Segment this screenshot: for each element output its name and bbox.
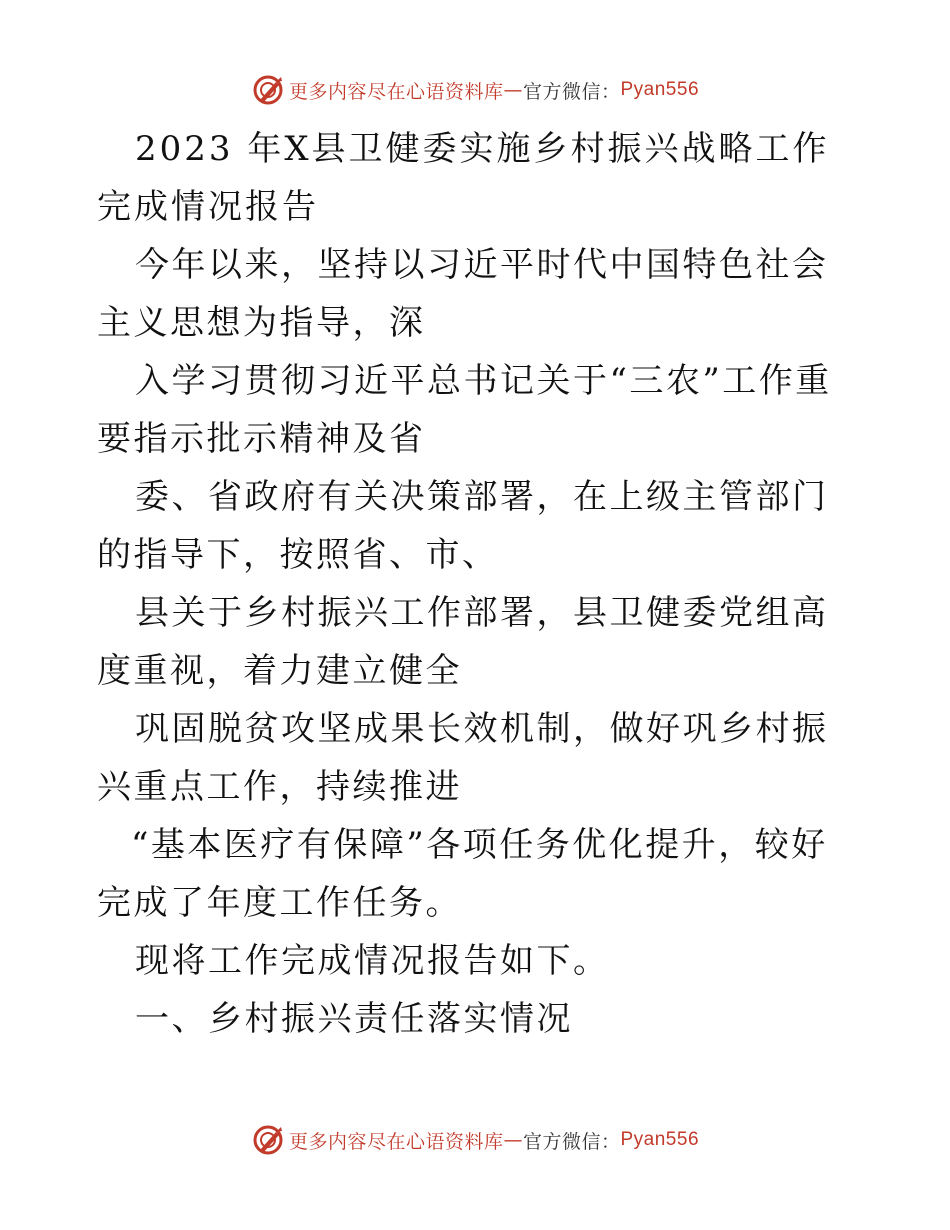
- paragraph-7: 现将工作完成情况报告如下。: [135, 941, 610, 981]
- document-title: 2023 年X县卫健委实施乡村振兴战略工作完成情况报告: [97, 129, 830, 227]
- pen-logo-icon: [251, 73, 285, 107]
- paragraph-1: 今年以来，坚持以习近平时代中国特色社会主义思想为指导，深: [97, 245, 829, 343]
- paragraph-3: 委、省政府有关决策部署，在上级主管部门的指导下，按照省、市、: [97, 477, 829, 575]
- paragraph-4: 县关于乡村振兴工作部署，县卫健委党组高度重视，着力建立健全: [97, 593, 829, 691]
- watermark-label: 官方微信：: [522, 1130, 621, 1153]
- watermark-account: Pyan556: [620, 79, 700, 100]
- document-body: [97, 120, 857, 1048]
- pen-logo-icon: [251, 1123, 285, 1157]
- watermark-label: 官方微信：: [522, 80, 621, 103]
- watermark-account: Pyan556: [620, 1129, 700, 1150]
- watermark-dash: —: [503, 79, 523, 101]
- watermark-footer: [0, 1120, 950, 1160]
- watermark-dash: —: [503, 1129, 523, 1151]
- paragraph-6: “基本医疗有保障”各项任务优化提升，较好完成了年度工作任务。: [97, 825, 828, 923]
- watermark-site-text: 更多内容尽在心语资料库: [288, 80, 504, 103]
- watermark-header: [0, 70, 950, 110]
- section-heading-1: 一、乡村振兴责任落实情况: [135, 999, 573, 1039]
- paragraph-5: 巩固脱贫攻坚成果长效机制，做好巩乡村振兴重点工作，持续推进: [97, 709, 829, 807]
- watermark-site-text: 更多内容尽在心语资料库: [288, 1130, 504, 1153]
- paragraph-2: 入学习贯彻习近平总书记关于“三农”工作重要指示批示精神及省: [97, 361, 832, 459]
